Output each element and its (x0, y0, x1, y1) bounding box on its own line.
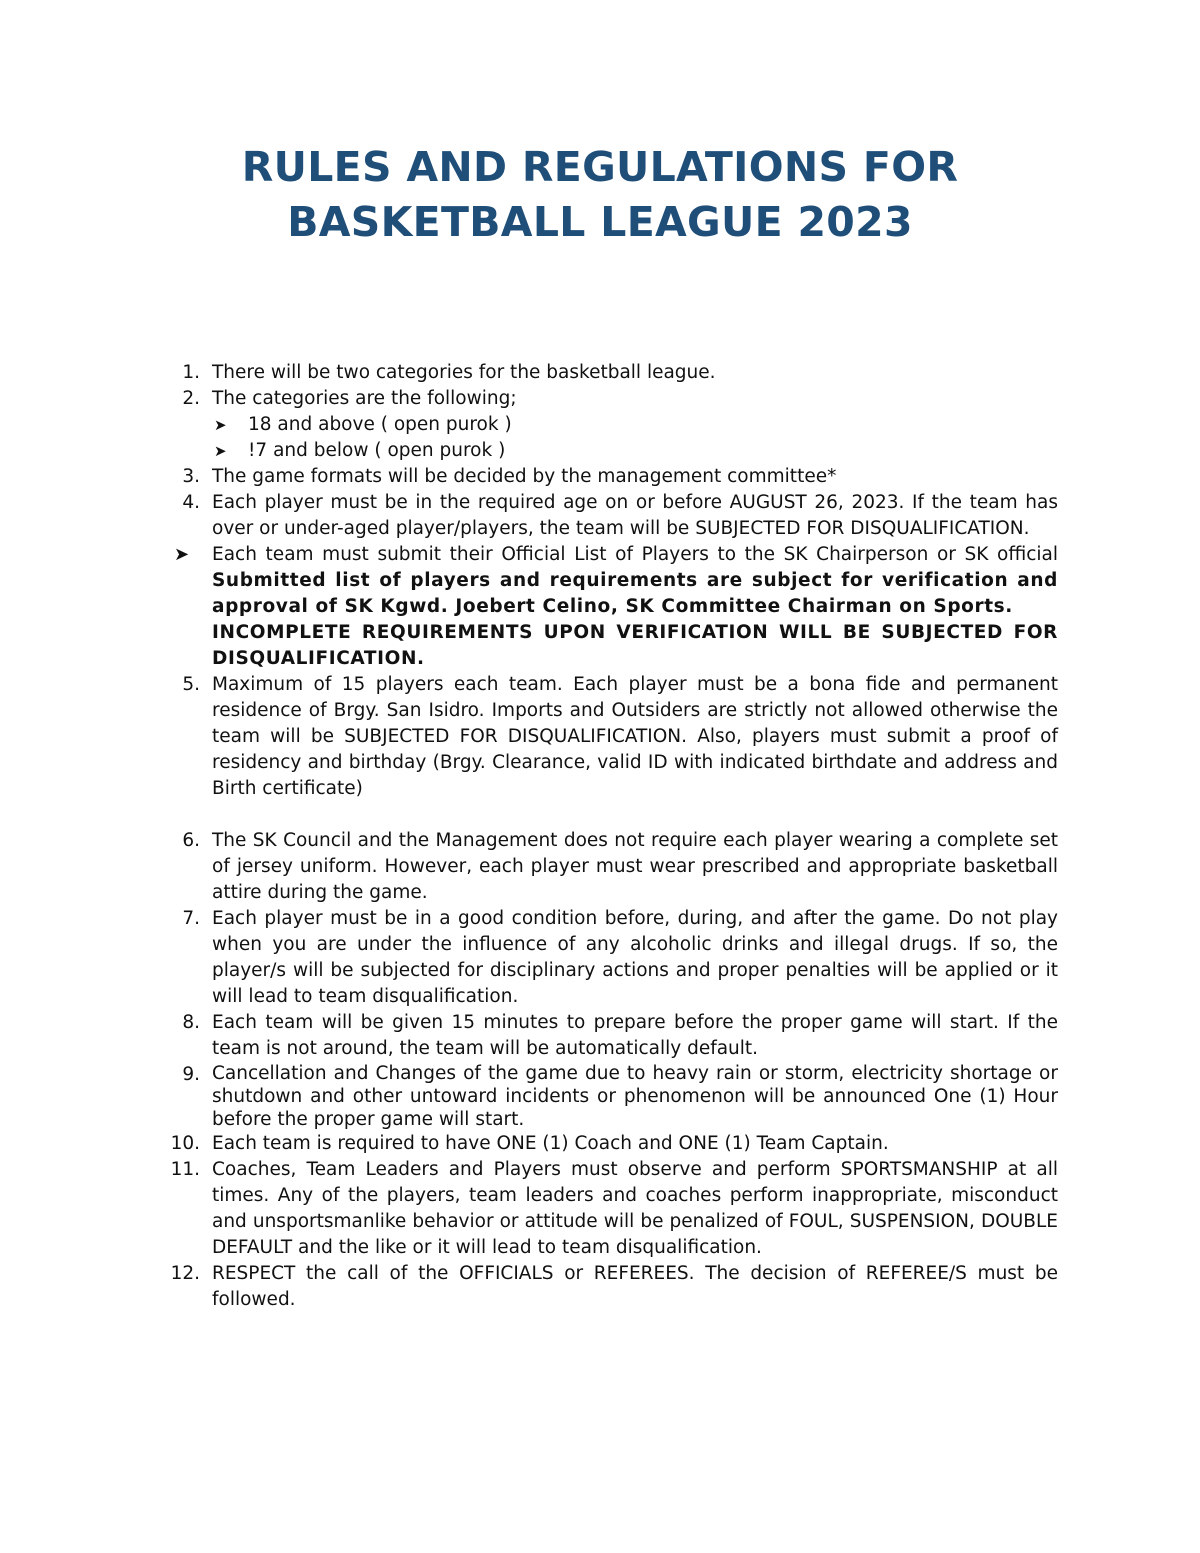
rule-number: 6. (182, 830, 200, 851)
rule-text: The SK Council and the Management does not require each player wearing a complete set of jersey uniform. However, each player must wear prescribed and appropriate basketball attire during the game. (212, 830, 1058, 903)
rule-text: The game formats will be decided by the management committee* (212, 466, 837, 487)
rule-text: The categories are the following; (212, 388, 517, 409)
rule-item-12 (0, 1261, 1200, 1313)
document-title (0, 140, 1200, 250)
rule-item-1 (0, 360, 1200, 386)
category-item (0, 412, 1200, 438)
submission-bold-text: Submitted list of players and requirements are subject for verification and approval of SK Kgwd. Joebert Celino, SK Committee Chairman on Sports. (212, 570, 1058, 617)
rule-text: RESPECT the call of the OFFICIALS or REFEREES. The decision of REFEREE/S must be followed. (212, 1263, 1058, 1310)
rule-number: 8. (182, 1012, 200, 1033)
category-item (0, 438, 1200, 464)
rule-item-11 (0, 1157, 1200, 1261)
arrowhead-bullet-icon: ➤ (214, 442, 227, 460)
blank-line (0, 802, 1200, 828)
rule-text: Each team is required to have ONE (1) Coach and ONE (1) Team Captain. (212, 1133, 889, 1154)
rule-text: Each player must be in the required age on or before AUGUST 26, 2023. If the team has over or under-aged player/players, the team will be SUBJECTED FOR DISQUALIFICATION. (212, 492, 1058, 539)
rule-text: Each team will be given 15 minutes to prepare before the proper game will start. If the team is not around, the team will be automatically default. (212, 1012, 1058, 1059)
rule-item-submission (0, 542, 1200, 672)
rule-number: 1. (182, 362, 200, 383)
rule-text: There will be two categories for the basketball league. (212, 362, 716, 383)
rule-text: Each player must be in a good condition before, during, and after the game. Do not play when you are under the influence of any alcoholic drinks and illegal drugs. If so, the player/s will be subjected for disciplinary actions and proper penalties will be applied or it will lead to team disqualification. (212, 908, 1058, 1007)
arrowhead-bullet-icon: ➤ (214, 416, 227, 434)
rules-list (0, 360, 1200, 1313)
rule-text: Maximum of 15 players each team. Each player must be a bona fide and permanent residence of Brgy. San Isidro. Imports and Outsiders are strictly not allowed otherwise the team will be SUBJECTED FOR DISQUALIFICATION. Also, players must submit a proof of residency and birthday (Brgy. Clearance, valid ID with indicated birthdate and address and Birth certificate) (212, 674, 1058, 799)
rule-number: 12. (170, 1263, 200, 1284)
rule-number: 11. (170, 1159, 200, 1180)
title-line-2: BASKETBALL LEAGUE 2023 (287, 198, 913, 246)
rule-item-6 (0, 828, 1200, 906)
arrowhead-bullet-icon: ➤ (174, 544, 190, 565)
rule-number: 10. (170, 1133, 200, 1154)
submission-text: Each team must submit their Official List of Players to the SK Chairperson or SK official (212, 544, 1058, 565)
rule-item-5 (0, 672, 1200, 802)
rule-number: 2. (182, 388, 200, 409)
rule-number: 5. (182, 674, 200, 695)
rule-text (212, 542, 1058, 672)
rule-item-3 (0, 464, 1200, 490)
rule-text: Cancellation and Changes of the game due to heavy rain or storm, electricity shortage or shutdown and other untoward incidents or phenomenon will be announced One (1) Hour before the proper game will start. (212, 1063, 1058, 1130)
rule-item-4 (0, 490, 1200, 542)
category-text: !7 and below ( open purok ) (248, 440, 506, 461)
rule-item-2 (0, 386, 1200, 412)
rule-item-9 (0, 1062, 1200, 1131)
category-text: 18 and above ( open purok ) (248, 414, 512, 435)
rule-number: 4. (182, 492, 200, 513)
rule-item-8 (0, 1010, 1200, 1062)
rule-number: 3. (182, 466, 200, 487)
incomplete-requirements-notice: INCOMPLETE REQUIREMENTS UPON VERIFICATION WILL BE SUBJECTED FOR DISQUALIFICATION. (212, 622, 1058, 669)
rule-item-10 (0, 1131, 1200, 1157)
rule-number: 7. (182, 908, 200, 929)
rule-item-7 (0, 906, 1200, 1010)
rule-text: Coaches, Team Leaders and Players must observe and perform SPORTSMANSHIP at all times. Any of the players, team leaders and coaches perform inappropriate, misconduct and unsportsmanlike behavior or attitude will be penalized of FOUL, SUSPENSION, DOUBLE DEFAULT and the like or it will lead to team disqualification. (212, 1159, 1058, 1258)
title-line-1: RULES AND REGULATIONS FOR (241, 143, 959, 191)
rule-number: 9. (182, 1064, 200, 1085)
